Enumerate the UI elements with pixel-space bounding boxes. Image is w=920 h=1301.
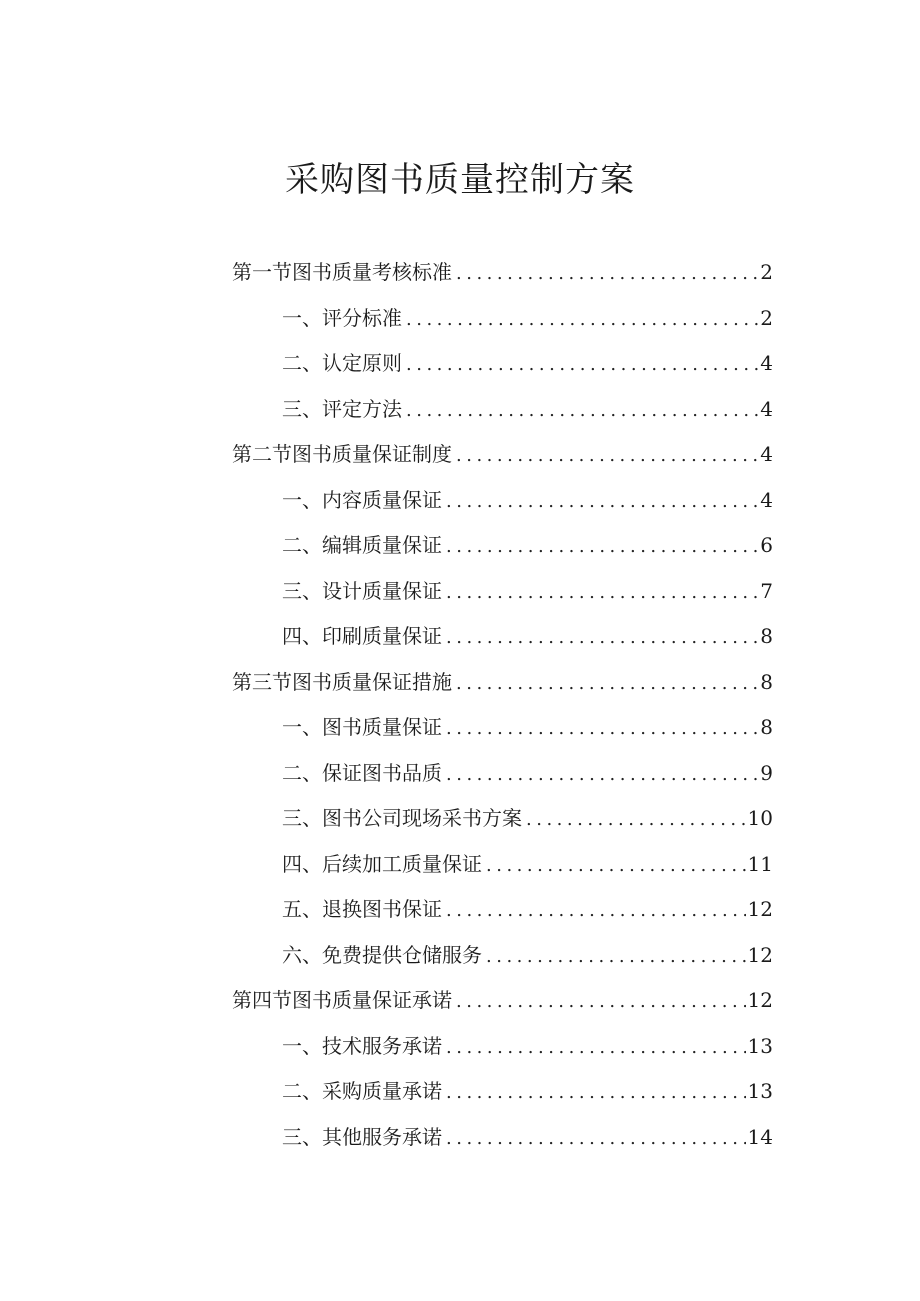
toc-page-number: 8 bbox=[760, 670, 773, 694]
toc-dot-leader bbox=[446, 527, 758, 567]
toc-dot-leader bbox=[446, 1028, 746, 1068]
toc-entry-text: 第一节图书质量考核标准 bbox=[232, 260, 452, 284]
toc-entry-text: 四、后续加工质量保证 bbox=[282, 852, 482, 876]
toc-dot-leader bbox=[406, 345, 758, 385]
toc-dot-leader bbox=[406, 300, 758, 340]
toc-page-number: 8 bbox=[760, 715, 773, 739]
toc-page-number: 4 bbox=[760, 442, 773, 466]
toc-dot-leader bbox=[456, 982, 746, 1022]
toc-dot-leader bbox=[456, 254, 758, 294]
toc-entry-text: 五、退换图书保证 bbox=[282, 897, 442, 921]
toc-entry-text: 三、图书公司现场采书方案 bbox=[282, 806, 522, 830]
toc-entry[interactable] bbox=[232, 980, 773, 1020]
toc-entry-text: 一、图书质量保证 bbox=[282, 715, 442, 739]
toc-entry-text: 三、评定方法 bbox=[282, 397, 402, 421]
toc-page-number: 12 bbox=[747, 897, 773, 921]
toc-page-number: 7 bbox=[760, 579, 773, 603]
toc-entry-text: 一、技术服务承诺 bbox=[282, 1034, 442, 1058]
toc-page-number: 14 bbox=[747, 1125, 773, 1149]
toc-entry-text: 一、内容质量保证 bbox=[282, 488, 442, 512]
toc-entry-text: 四、印刷质量保证 bbox=[282, 624, 442, 648]
toc-entry-text: 第二节图书质量保证制度 bbox=[232, 442, 452, 466]
document-title: 采购图书质量控制方案 bbox=[285, 160, 635, 200]
toc-dot-leader bbox=[446, 709, 758, 749]
toc-entry[interactable] bbox=[282, 798, 773, 838]
toc-entry-text: 第四节图书质量保证承诺 bbox=[232, 988, 452, 1012]
toc-entry-text: 三、其他服务承诺 bbox=[282, 1125, 442, 1149]
toc-page-number: 9 bbox=[760, 761, 773, 785]
toc-dot-leader bbox=[446, 618, 758, 658]
toc-dot-leader bbox=[446, 482, 758, 522]
toc-page-number: 8 bbox=[760, 624, 773, 648]
toc-entry[interactable] bbox=[282, 616, 773, 656]
toc-page-number: 12 bbox=[747, 943, 773, 967]
toc-page-number: 4 bbox=[760, 397, 773, 421]
toc-page-number: 2 bbox=[760, 260, 773, 284]
toc-dot-leader bbox=[486, 846, 746, 886]
toc-dot-leader bbox=[446, 1119, 746, 1159]
toc-page-number: 4 bbox=[760, 351, 773, 375]
toc-entry[interactable] bbox=[282, 889, 773, 929]
toc-entry-text: 第三节图书质量保证措施 bbox=[232, 670, 452, 694]
toc-entry[interactable] bbox=[232, 252, 773, 292]
toc-page-number: 11 bbox=[747, 852, 773, 876]
toc-entry-text: 一、评分标准 bbox=[282, 306, 402, 330]
toc-dot-leader bbox=[406, 391, 758, 431]
toc-entry[interactable] bbox=[282, 935, 773, 975]
toc-dot-leader bbox=[526, 800, 746, 840]
toc-entry-text: 二、保证图书品质 bbox=[282, 761, 442, 785]
toc-entry[interactable] bbox=[282, 753, 773, 793]
toc-dot-leader bbox=[446, 891, 746, 931]
toc-dot-leader bbox=[456, 664, 758, 704]
toc-page-number: 13 bbox=[747, 1079, 773, 1103]
toc-page-number: 6 bbox=[760, 533, 773, 557]
toc-entry-text: 二、认定原则 bbox=[282, 351, 402, 375]
toc-entry[interactable] bbox=[282, 343, 773, 383]
toc-entry[interactable] bbox=[282, 844, 773, 884]
toc-entry-text: 六、免费提供仓储服务 bbox=[282, 943, 482, 967]
toc-dot-leader bbox=[446, 573, 758, 613]
toc-entry[interactable] bbox=[232, 434, 773, 474]
toc-entry[interactable] bbox=[282, 480, 773, 520]
toc-entry[interactable] bbox=[282, 298, 773, 338]
toc-dot-leader bbox=[446, 1073, 746, 1113]
toc-entry[interactable] bbox=[282, 571, 773, 611]
toc-entry-text: 三、设计质量保证 bbox=[282, 579, 442, 603]
toc-page-number: 10 bbox=[747, 806, 773, 830]
toc-entry[interactable] bbox=[282, 1071, 773, 1111]
toc-dot-leader bbox=[486, 937, 746, 977]
toc-entry[interactable] bbox=[282, 389, 773, 429]
toc-page-number: 2 bbox=[760, 306, 773, 330]
toc-entry[interactable] bbox=[282, 1026, 773, 1066]
toc-page-number: 13 bbox=[747, 1034, 773, 1058]
toc-entry[interactable] bbox=[282, 1117, 773, 1157]
toc-page-number: 12 bbox=[747, 988, 773, 1012]
toc-entry-text: 二、采购质量承诺 bbox=[282, 1079, 442, 1103]
toc-dot-leader bbox=[446, 755, 758, 795]
toc-page-number: 4 bbox=[760, 488, 773, 512]
toc-entry-text: 二、编辑质量保证 bbox=[282, 533, 442, 557]
toc-entry[interactable] bbox=[282, 525, 773, 565]
toc-dot-leader bbox=[456, 436, 758, 476]
toc-entry[interactable] bbox=[282, 707, 773, 747]
toc-entry[interactable] bbox=[232, 662, 773, 702]
